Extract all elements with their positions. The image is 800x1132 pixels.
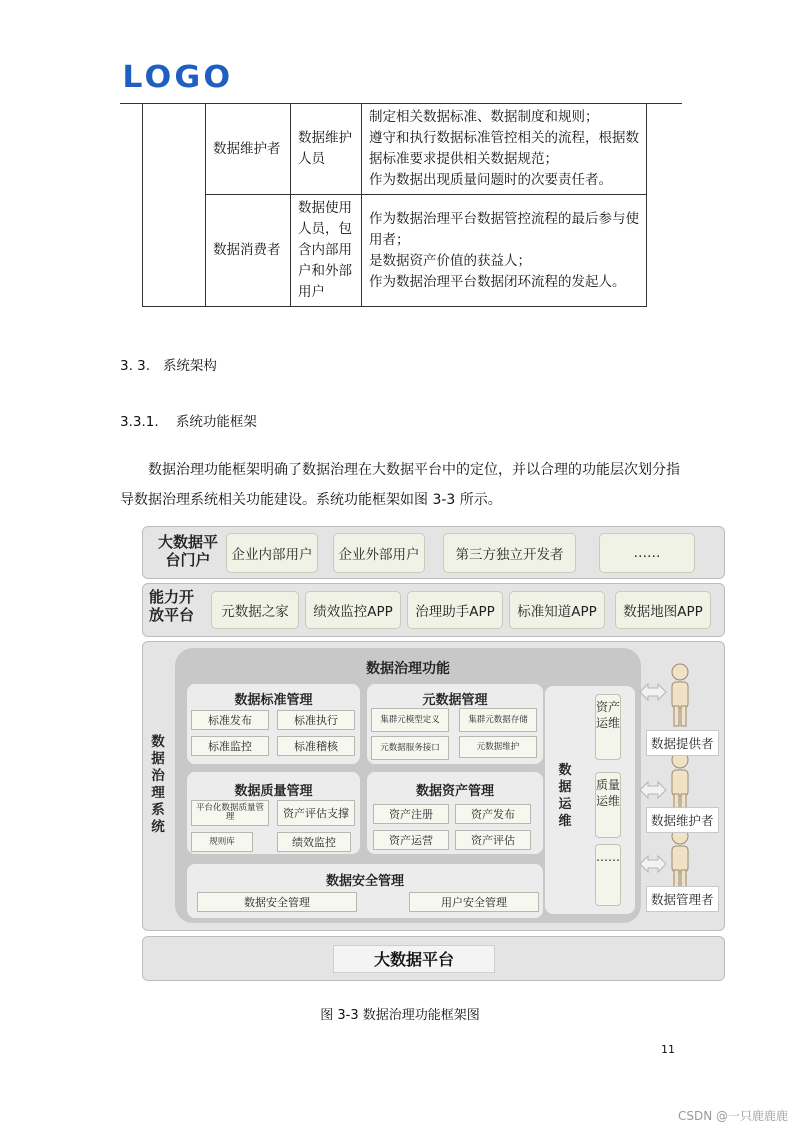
module-item: 数据安全管理 (197, 892, 357, 912)
module-item: 集群元模型定义 (371, 708, 449, 732)
module-item: 资产发布 (455, 804, 531, 824)
duty-line: 作为数据治理平台数据闭环流程的发起人。 (369, 273, 626, 290)
page-number: 11 (661, 1043, 675, 1056)
section-number: 3. 3. (120, 358, 151, 374)
module-metadata (367, 684, 543, 764)
module-item: 绩效监控 (277, 832, 351, 852)
ops-title: 数据运维 (558, 763, 572, 829)
module-item: 标准监控 (191, 736, 269, 756)
figure-caption: 图 3-3 数据治理功能框架图 (320, 1008, 480, 1023)
bigdata-platform-layer (142, 936, 725, 981)
system-label: 数据治理系统 (151, 734, 165, 835)
bigdata-platform-label: 大数据平台 (333, 945, 495, 973)
portal-item: 企业内部用户 (226, 533, 318, 573)
subsection-number: 3.3.1. (120, 414, 159, 430)
module-standard (187, 684, 360, 764)
duty-line: 作为数据出现质量问题时的次要责任者。 (369, 172, 612, 188)
functions-title: 数据治理功能 (366, 661, 450, 677)
watermark: CSDN @一只鹿鹿鹿 (677, 1109, 788, 1123)
section-heading (120, 354, 217, 374)
module-title: 数据质量管理 (234, 784, 313, 799)
app-item: 标准知道APP (509, 591, 605, 629)
module-item: 集群元数据存储 (459, 708, 537, 732)
module-item: 标准发布 (191, 710, 269, 730)
module-title: 数据安全管理 (325, 874, 404, 889)
module-item: 资产评估支撑 (277, 800, 355, 826)
app-item: 治理助手APP (407, 591, 503, 629)
body-paragraph: 数据治理功能框架明确了数据治理在大数据平台中的定位，并以合理的功能层次划分指导数据治理系统相关功能建设。系统功能框架如图 3-3 所示。 (120, 462, 680, 508)
actor-label: 数据维护者 (646, 807, 719, 833)
app-item: 元数据之家 (211, 591, 299, 629)
portal-label: 大数据平台门户 (157, 533, 218, 569)
module-ops (545, 686, 635, 914)
open-platform-layer (142, 583, 725, 637)
ops-item: 资产运维 (595, 694, 621, 760)
module-item: 规则库 (191, 832, 253, 852)
roles-table (142, 103, 647, 307)
ops-item: …… (595, 844, 621, 906)
open-platform-label: 能力开放平台 (149, 588, 195, 624)
table-cell-role: 数据维护者 (206, 104, 291, 195)
duty-line: 遵守和执行数据标准管控相关的流程，根据数据标准要求提供相关数据规范； (369, 130, 639, 167)
module-item: 元数据服务接口 (371, 736, 449, 760)
table-row (143, 104, 647, 195)
actors-graphic (636, 660, 726, 910)
portal-item: …… (599, 533, 695, 573)
portal-layer (142, 526, 725, 579)
subsection-title: 系统功能框架 (175, 414, 257, 430)
duty-line: 作为数据治理平台数据管控流程的最后参与使用者； (369, 210, 639, 248)
actor-label: 数据提供者 (646, 730, 719, 756)
module-item: 资产运营 (373, 830, 449, 850)
portal-item: 第三方独立开发者 (443, 533, 576, 573)
portal-item: 企业外部用户 (333, 533, 425, 573)
table-cell-role: 数据消费者 (206, 195, 291, 307)
module-title: 数据标准管理 (234, 693, 313, 708)
module-title: 元数据管理 (422, 693, 488, 708)
duty-line: 制定相关数据标准、数据制度和规则； (369, 109, 599, 125)
actor-label: 数据管理者 (646, 886, 719, 912)
person-icon (672, 664, 688, 890)
subsection-heading (120, 410, 257, 430)
module-quality (187, 772, 360, 854)
section-title: 系统架构 (162, 358, 217, 374)
module-item: 标准稽核 (277, 736, 355, 756)
duty-line: 是数据资产价值的获益人； (369, 252, 531, 269)
module-title: 数据资产管理 (415, 784, 494, 799)
table-cell-duties (362, 104, 647, 195)
ops-item: 质量运维 (595, 772, 621, 838)
module-item: 用户安全管理 (409, 892, 539, 912)
module-asset (367, 772, 543, 854)
table-cell-person: 数据维护人员 (291, 104, 362, 195)
module-item: 标准执行 (277, 710, 355, 730)
arrow-icon (640, 684, 666, 872)
module-item: 平台化数据质量管理 (191, 800, 269, 826)
module-item: 元数据维护 (459, 736, 537, 758)
logo: LOGO (122, 60, 234, 95)
table-row (143, 195, 647, 307)
app-item: 数据地图APP (615, 591, 711, 629)
table-cell-empty (143, 104, 206, 307)
module-item: 资产注册 (373, 804, 449, 824)
app-item: 绩效监控APP (305, 591, 401, 629)
module-security (187, 864, 543, 918)
table-cell-duties (362, 195, 647, 307)
module-item: 资产评估 (455, 830, 531, 850)
table-cell-person: 数据使用人员，包含内部用户和外部用户 (291, 195, 362, 307)
